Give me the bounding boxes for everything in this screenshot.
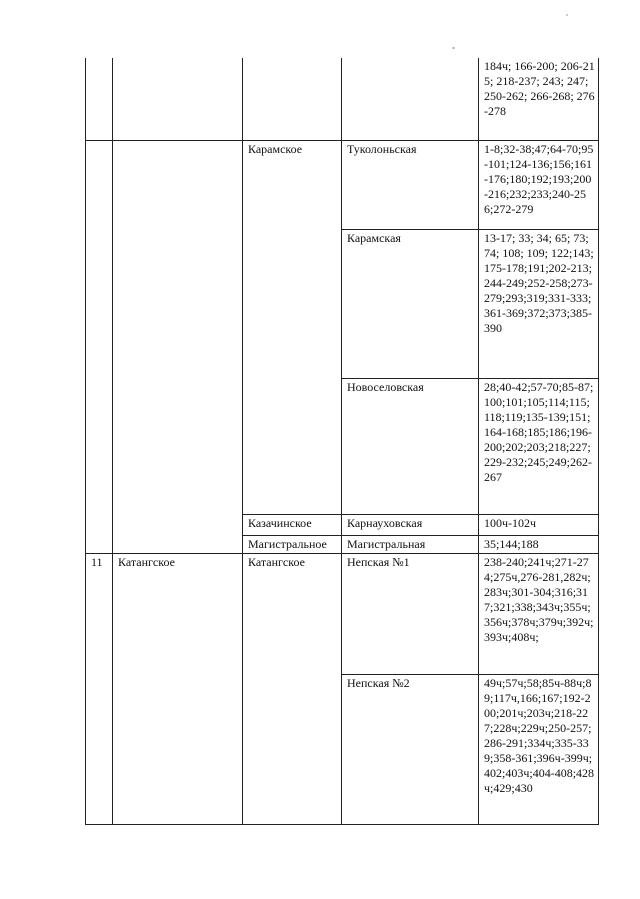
table-row — [86, 140, 599, 229]
table-row — [86, 58, 599, 140]
cell-number — [86, 58, 113, 140]
cell-district: Новоселовская — [342, 378, 479, 514]
forest-plots-table — [85, 58, 599, 825]
cell-region — [113, 140, 243, 553]
cell-district: Туколоньская — [342, 140, 479, 229]
cell-district: Магистральная — [342, 535, 479, 553]
cell-forestry — [243, 58, 342, 140]
cell-forestry: Магистральное — [243, 535, 342, 553]
cell-region — [113, 58, 243, 140]
cell-plots: 184ч; 166-200; 206-215; 218-237; 243; 247; 250-262; 266-268; 276-278 — [479, 58, 599, 140]
cell-plots: 238-240;241ч;271-274;275ч,276-281,282ч;283ч;301-304;316;317;321;338;343ч;355ч;356ч;378ч;379ч;392ч;393ч;408ч; — [479, 553, 599, 674]
cell-plots: 1-8;32-38;47;64-70;95-101;124-136;156;161-176;180;192;193;200-216;232;233;240-256;272-279 — [479, 140, 599, 229]
cell-number — [86, 140, 113, 553]
cell-district: Непская №2 — [342, 674, 479, 824]
cell-forestry: Карамское — [243, 140, 342, 514]
scan-speck — [452, 47, 455, 49]
cell-district: Непская №1 — [342, 553, 479, 674]
cell-plots: 100ч-102ч — [479, 514, 599, 535]
cell-forestry: Казачинское — [243, 514, 342, 535]
cell-plots: 28;40-42;57-70;85-87;100;101;105;114;115;118;119;135-139;151;164-168;185;186;196-200;202;203;218;227;229-232;245;249;262-267 — [479, 378, 599, 514]
cell-district: Карамская — [342, 229, 479, 378]
cell-plots: 35;144;188 — [479, 535, 599, 553]
cell-plots: 13-17; 33; 34; 65; 73; 74; 108; 109; 122;143;175-178;191;202-213;244-249;252-258;273-279;293;319;331-333;361-369;372;373;385-390 — [479, 229, 599, 378]
cell-district — [342, 58, 479, 140]
table-row — [86, 553, 599, 674]
cell-forestry: Катангское — [243, 553, 342, 824]
scan-speck — [566, 14, 568, 16]
cell-number: 11 — [86, 553, 113, 824]
cell-region: Катангское — [113, 553, 243, 824]
cell-plots: 49ч;57ч;58;85ч-88ч;89;117ч,166;167;192-200;201ч;203ч;218-227;228ч;229ч;250-257;286-291;334ч;335-339;358-361;396ч-399ч;402;403ч;404-408;428ч;429;430 — [479, 674, 599, 824]
cell-district: Карнауховская — [342, 514, 479, 535]
